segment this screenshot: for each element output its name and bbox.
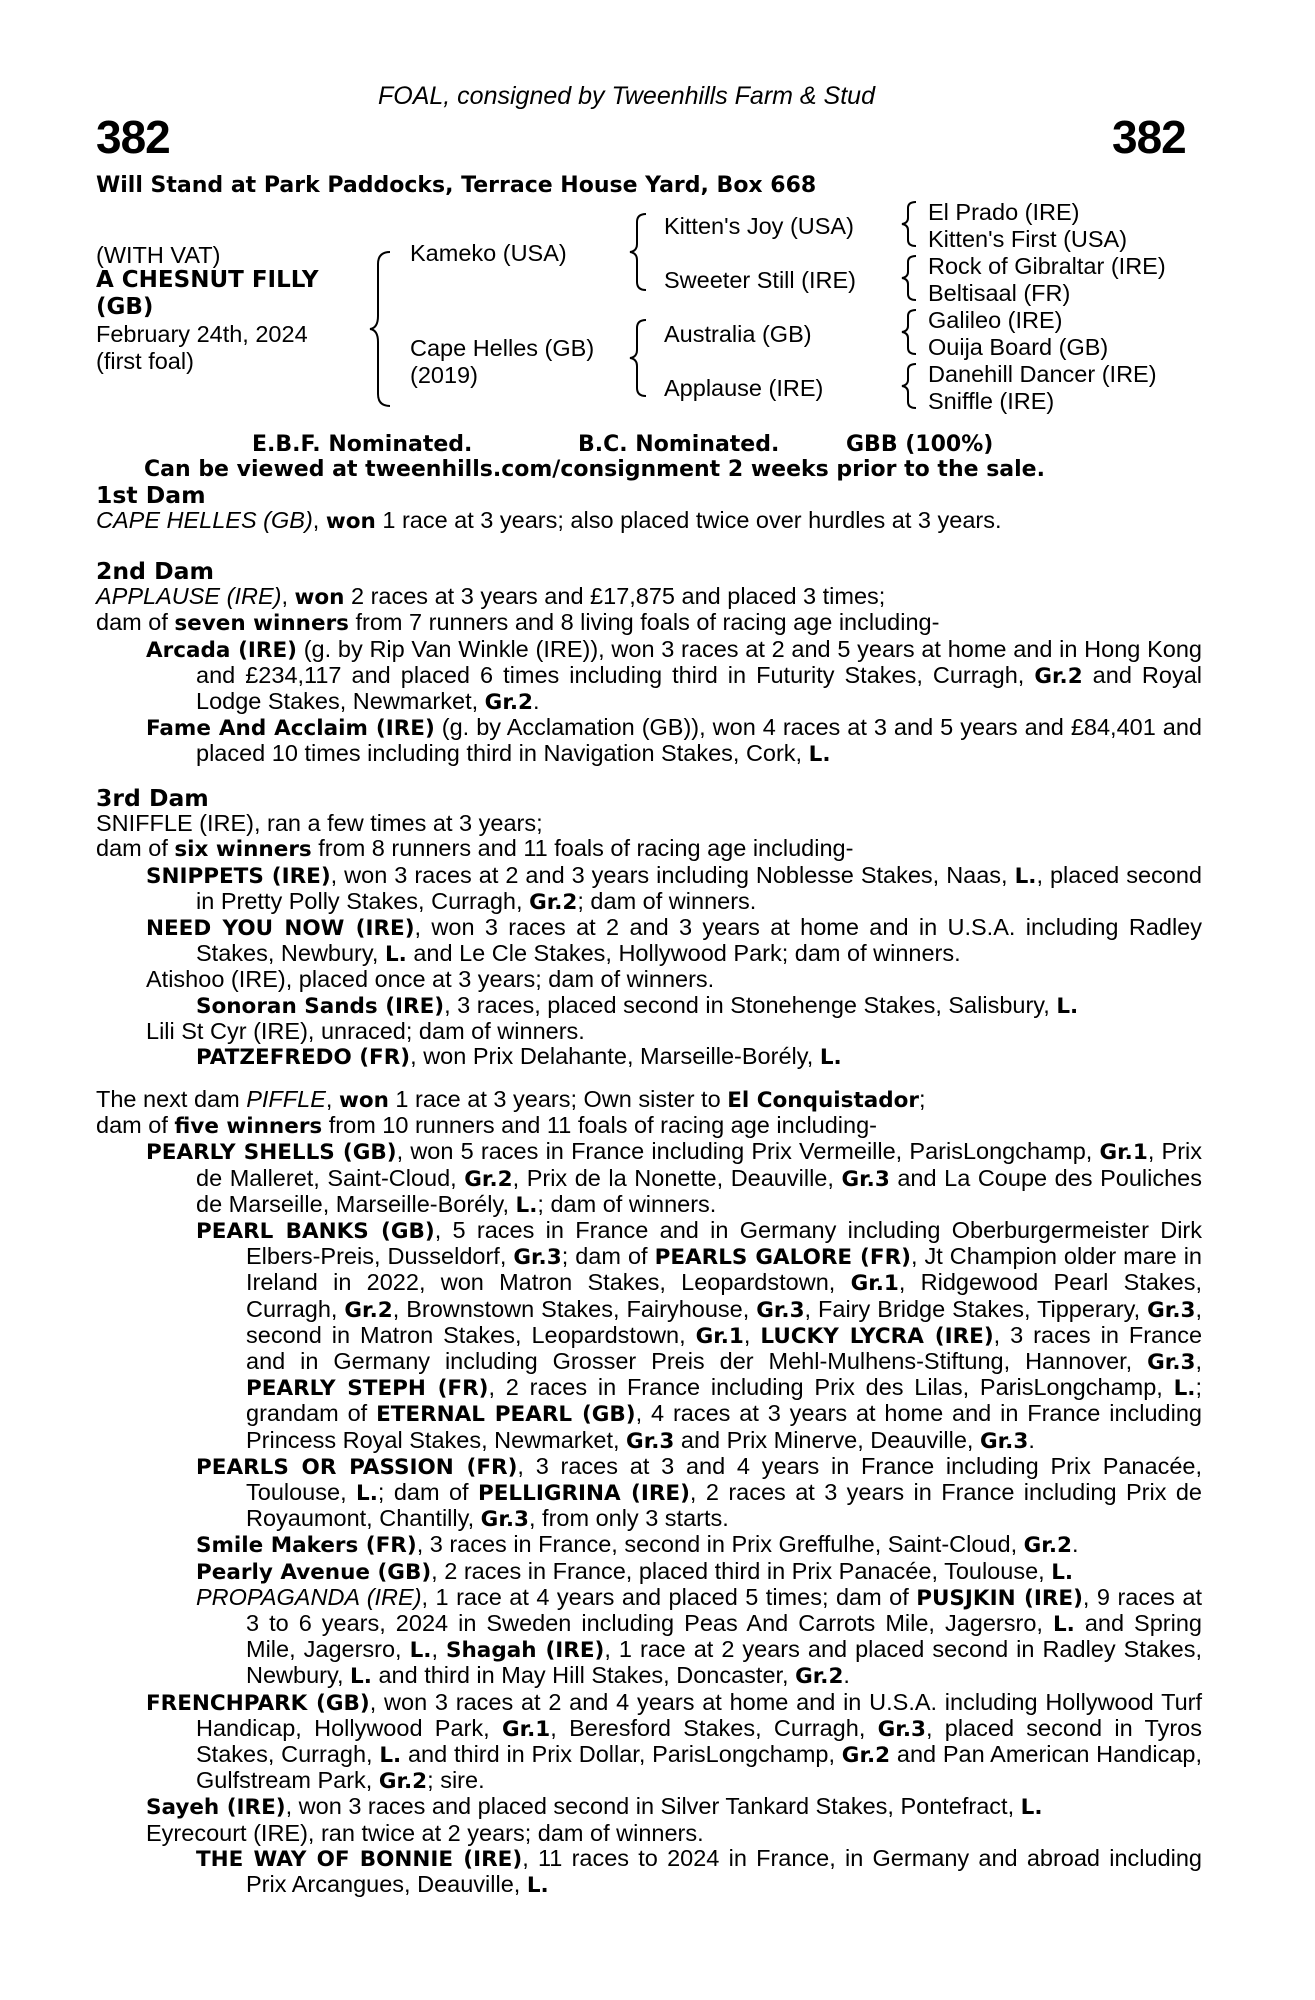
vat-note: (WITH VAT) [96, 242, 221, 268]
pedigree-brace-main [368, 250, 394, 408]
ss-dam-name: Kitten's First (USA) [928, 226, 1128, 252]
lot-number-right: 382 [1112, 111, 1186, 163]
third-dam-produce-intro: dam of six winners from 8 runners and 11 foals of racing age including- [96, 835, 854, 863]
gbb-status: GBB (100%) [846, 432, 994, 457]
sire-dam-name: Sweeter Still (IRE) [664, 267, 856, 293]
sire-name: Kameko (USA) [410, 240, 567, 266]
produce-arcada: Arcada (IRE) (g. by Rip Van Winkle (IRE)), won 3 races at 2 and 5 years at home and in Hong Kong and £234,117 and placed 6 times including third in Futurity Stakes, Curragh, Gr.2 and Royal Lodge Stakes, Newmarket, Gr.2. [146, 635, 1202, 716]
dam-year: (2019) [410, 362, 478, 388]
first-dam-text: CAPE HELLES (GB), won 1 race at 3 years; also placed twice over hurdles at 3 years. [96, 507, 1002, 535]
pedigree-brace-dam [628, 318, 650, 398]
produce-atishoo: Atishoo (IRE), placed once at 3 years; dam of winners. [146, 966, 715, 993]
produce-fame-and-acclaim: Fame And Acclaim (IRE) (g. by Acclamation (GB)), won 4 races at 3 and 5 years and £84,401 and placed 10 times including third in Navigation Stakes, Cork, L. [146, 714, 1202, 768]
horse-name-line1: A CHESNUT FILLY [96, 267, 319, 293]
sd-sire-name: Rock of Gibraltar (IRE) [928, 253, 1166, 279]
ebf-nomination: E.B.F. Nominated. [252, 432, 473, 457]
first-dam-section [96, 483, 1202, 534]
second-dam-section [96, 559, 1202, 768]
third-dam-heading: 3rd Dam [96, 784, 209, 812]
second-dam-text: APPLAUSE (IRE), won 2 races at 3 years and £17,875 and placed 3 times; [96, 583, 886, 611]
produce-the-way-of-bonnie: THE WAY OF BONNIE (IRE), 11 races to 2024 in France, in Germany and abroad including Prix Arcangues, Deauville, L. [196, 1844, 1202, 1899]
dam-sire-name: Australia (GB) [664, 321, 812, 347]
dam-name: Cape Helles (GB) [410, 335, 595, 361]
produce-frenchpark: FRENCHPARK (GB), won 3 races at 2 and 4 years at home and in U.S.A. including Hollywood Turf Handicap, Hollywood Park, Gr.1, Beresford Stakes, Curragh, Gr.3, placed second in Tyros Stakes, Curragh, L. and third in Prix Dollar, ParisLongchamp, Gr.2 and Pan American Handicap, Gulfstream Park, Gr.2; sire. [146, 1688, 1202, 1795]
dd-sire-name: Danehill Dancer (IRE) [928, 361, 1157, 387]
horse-name-line2: (GB) [96, 294, 154, 320]
produce-pearly-avenue: Pearly Avenue (GB), 2 races in France, placed third in Prix Panacée, Toulouse, L. [196, 1557, 1074, 1585]
produce-propaganda: PROPAGANDA (IRE), 1 race at 4 years and placed 5 times; dam of PUSJKIN (IRE), 9 races at 3 to 6 years, 2024 in Sweden including Peas And Carrots Mile, Jagersro, L. and Spring Mile, Jagersro, L., Shagah (IRE), 1 race at 2 years and placed second in Radley Stakes, Newbury, L. and third in May Hill Stakes, Doncaster, Gr.2. [196, 1583, 1202, 1690]
viewing-note: Can be viewed at tweenhills.com/consignment 2 weeks prior to the sale. [144, 457, 1045, 482]
pedigree-brace-4 [900, 362, 920, 410]
produce-pearly-shells: PEARLY SHELLS (GB), won 5 races in France including Prix Vermeille, ParisLongchamp, Gr.1, Prix de Malleret, Saint-Cloud, Gr.2, Prix de la Nonette, Deauville, Gr.3 and La Coupe des Pouliches de Marseille, Marseille-Borély, L.; dam of winners. [146, 1138, 1203, 1218]
produce-lili-st-cyr: Lili St Cyr (IRE), unraced; dam of winners. [146, 1017, 585, 1044]
sd-dam-name: Beltisaal (FR) [928, 280, 1071, 306]
ds-sire-name: Galileo (IRE) [928, 307, 1063, 333]
pedigree-brace-2 [900, 254, 920, 302]
pedigree-brace-sire [628, 212, 650, 292]
lot-number-left: 382 [96, 111, 170, 163]
next-dam-section [96, 1087, 1202, 1898]
third-dam-text: SNIFFLE (IRE), ran a few times at 3 years; [96, 810, 543, 837]
produce-need-you-now: NEED YOU NOW (IRE), won 3 races at 2 and 3 years at home and in U.S.A. including Radley Stakes, Newbury, L. and Le Cle Stakes, Hollywood Park; dam of winners. [146, 914, 1202, 968]
produce-pearl-banks: PEARL BANKS (GB), 5 races in France and in Germany including Oberburgermeister Dirk Elbers-Preis, Dusseldorf, Gr.3; dam of PEARLS GALORE (FR), Jt Champion older mare in Ireland in 2022, won Matron Stakes, Leopardstown, Gr.1, Ridgewood Pearl Stakes, Curragh, Gr.2, Brownstown Stakes, Fairyhouse, Gr.3, Fairy Bridge Stakes, Tipperary, Gr.3, second in Matron Stakes, Leopardstown, Gr.1, LUCKY LYCRA (IRE), 3 races in France and in Germany including Grosser Preis der Mehl-Mulhens-Stiftung, Hannover, Gr.3, PEARLY STEPH (FR), 2 races in France including Prix des Lilas, ParisLongchamp, L.; grandam of ETERNAL PEARL (GB), 4 races at 3 years at home and in France including Princess Royal Stakes, Newmarket, Gr.3 and Prix Minerve, Deauville, Gr.3. [196, 1217, 1203, 1454]
pedigree-brace-1 [900, 200, 920, 248]
first-foal-note: (first foal) [96, 348, 194, 374]
pedigree-brace-3 [900, 308, 920, 356]
third-dam-section [96, 786, 1202, 1070]
produce-pearls-or-passion: PEARLS OR PASSION (FR), 3 races at 3 and 4 years in France including Prix Panacée, Toulouse, L.; dam of PELLIGRINA (IRE), 2 races at 3 years in France including Prix de Royaumont, Chantilly, Gr.3, from only 3 starts. [196, 1452, 1202, 1533]
sire-sire-name: Kitten's Joy (USA) [664, 213, 854, 239]
produce-sonoran-sands: Sonoran Sands (IRE), 3 races, placed second in Stonehenge Stakes, Salisbury, L. [196, 991, 1079, 1019]
consignor-line: FOAL, consigned by Tweenhills Farm & Stud [378, 82, 875, 110]
produce-eyrecourt: Eyrecourt (IRE), ran twice at 2 years; dam of winners. [146, 1819, 704, 1846]
produce-snippets: SNIPPETS (IRE), won 3 races at 2 and 3 years including Noblesse Stakes, Naas, L., placed second in Pretty Polly Stakes, Curragh, Gr.2; dam of winners. [146, 861, 1202, 915]
bc-nomination: B.C. Nominated. [578, 432, 780, 457]
second-dam-produce-intro: dam of seven winners from 7 runners and 8 living foals of racing age including- [96, 609, 940, 637]
produce-sayeh: Sayeh (IRE), won 3 races and placed second in Silver Tankard Stakes, Pontefract, L. [146, 1793, 1043, 1821]
second-dam-heading: 2nd Dam [96, 557, 214, 585]
foaling-date: February 24th, 2024 [96, 321, 308, 347]
next-dam-produce-intro: dam of five winners from 10 runners and 11 foals of racing age including- [96, 1112, 877, 1140]
dd-dam-name: Sniffle (IRE) [928, 388, 1055, 414]
ss-sire-name: El Prado (IRE) [928, 199, 1080, 225]
first-dam-heading: 1st Dam [96, 481, 206, 509]
produce-smile-makers: Smile Makers (FR), 3 races in France, second in Prix Greffulhe, Saint-Cloud, Gr.2. [196, 1531, 1079, 1559]
ds-dam-name: Ouija Board (GB) [928, 334, 1109, 360]
produce-patzefredo: PATZEFREDO (FR), won Prix Delahante, Marseille-Borély, L. [196, 1043, 842, 1071]
dam-dam-name: Applause (IRE) [664, 375, 824, 401]
next-dam-text: The next dam PIFFLE, won 1 race at 3 years; Own sister to El Conquistador; [96, 1086, 926, 1113]
stand-location: Will Stand at Park Paddocks, Terrace House Yard, Box 668 [96, 173, 817, 198]
